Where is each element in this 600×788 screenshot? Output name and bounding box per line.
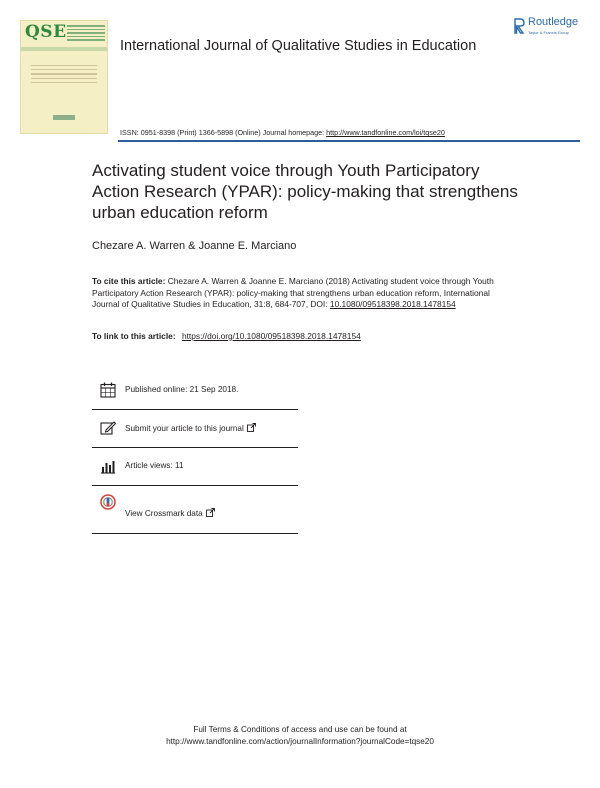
calendar-icon	[100, 382, 116, 398]
publisher-tagline: Taylor & Francis Group	[528, 30, 569, 35]
article-authors: Chezare A. Warren & Joanne E. Marciano	[92, 240, 297, 252]
external-link-icon	[247, 423, 256, 432]
citation-block	[92, 276, 504, 311]
divider	[92, 485, 298, 486]
article-views-item	[92, 448, 298, 486]
divider	[92, 533, 298, 534]
journal-homepage-link[interactable]: http://www.tandfonline.com/loi/tqse20	[326, 128, 445, 137]
crossmark-text: View Crossmark data	[125, 509, 203, 518]
issn-text: ISSN: 0951-8398 (Print) 1366-5898 (Online) Journal homepage:	[120, 128, 325, 137]
publisher-name: Routledge	[528, 16, 579, 28]
footer	[0, 724, 600, 748]
published-online-label: Published online: 21 Sep 2018.	[125, 385, 239, 394]
article-link-label: To link to this article:	[92, 331, 176, 341]
journal-cover-thumbnail	[20, 20, 108, 134]
article-views-label: Article views: 11	[125, 461, 184, 470]
cover-publisher-mark	[53, 115, 75, 120]
cover-title-lines	[67, 25, 105, 43]
journal-title: International Journal of Qualitative Studies in Education	[120, 38, 477, 54]
citation-text: Chezare A. Warren & Joanne E. Marciano (2018) Activating student voice through Youth Participatory Action Research (YPAR): policy-making that strengthens urban education reform, International Journal of Qualitative Studies in Education, 31:8, 684-707, DOI:	[92, 276, 494, 309]
crossmark-item[interactable]	[92, 496, 298, 534]
routledge-r-icon	[514, 18, 525, 34]
submit-article-item[interactable]	[92, 410, 298, 448]
cover-band	[21, 47, 107, 51]
submit-article-text: Submit your article to this journal	[125, 424, 244, 433]
submit-article-label	[125, 423, 256, 433]
bar-chart-icon	[100, 458, 116, 474]
citation-doi-link[interactable]: 10.1080/09518398.2018.1478154	[329, 299, 456, 309]
article-title: Activating student voice through Youth Participatory Action Research (YPAR): policy-making that strengthens urban education reform	[92, 161, 518, 222]
edit-icon	[100, 420, 116, 436]
footer-terms-link[interactable]: http://www.tandfonline.com/action/journalInformation?journalCode=tqse20	[166, 737, 434, 746]
crossmark-label	[125, 508, 215, 518]
issn-line	[120, 128, 445, 137]
crossmark-icon	[100, 494, 116, 510]
footer-terms-text: Full Terms & Conditions of access and use can be found at	[193, 725, 407, 734]
publisher-logo	[514, 16, 594, 40]
citation-label: To cite this article:	[92, 276, 166, 286]
article-doi-url-link[interactable]: https://doi.org/10.1080/09518398.2018.1478154	[181, 331, 361, 341]
cover-logo: QSE	[25, 22, 67, 42]
external-link-icon	[206, 508, 215, 517]
cover-text-lines	[31, 65, 97, 86]
published-online-item	[92, 372, 298, 410]
article-link-line	[92, 331, 361, 341]
header-rule	[118, 140, 580, 142]
